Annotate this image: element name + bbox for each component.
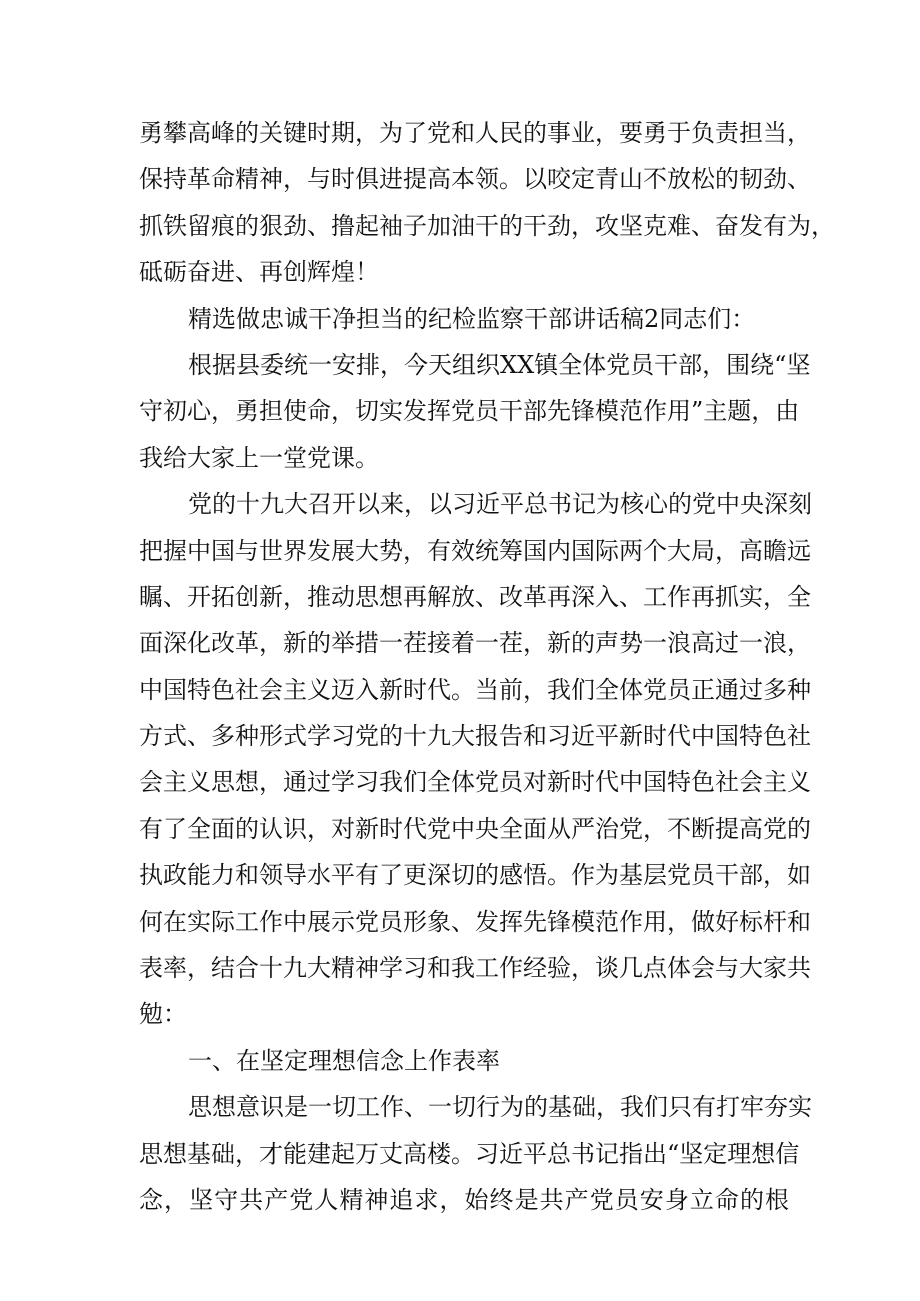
text-line: 中国特色社会主义迈入新时代。当前，我们全体党员正通过多种: [139, 675, 811, 704]
text-line: 会主义思想，通过学习我们全体党员对新时代中国特色社会主义: [139, 768, 811, 797]
text-line: 勉：: [139, 1000, 187, 1029]
text-line: 守初心，勇担使命，切实发挥党员干部先锋模范作用”主题，由: [139, 397, 800, 426]
text-line: 表率，结合十九大精神学习和我工作经验，谈几点体会与大家共: [139, 954, 811, 983]
text-line: 面深化改革，新的举措一茬接着一茬，新的声势一浪高过一浪，: [139, 629, 811, 658]
text-line: 砥砺奋进、再创辉煌！: [139, 258, 379, 287]
text-line: 党的十九大召开以来，以习近平总书记为核心的党中央深刻: [188, 490, 812, 519]
text-line: 有了全面的认识，对新时代党中央全面从严治党，不断提高党的: [139, 814, 811, 843]
text-line: 方式、多种形式学习党的十九大报告和习近平新时代中国特色社: [139, 722, 811, 751]
document-body: [139, 110, 835, 1223]
text-line: 瞩、开拓创新，推动思想再解放、改革再深入、工作再抓实，全: [139, 582, 811, 611]
section-title: 精选做忠诚干净担当的纪检监察干部讲话稿2同志们：: [188, 304, 756, 333]
text-line: 我给大家上一堂党课。: [139, 443, 379, 472]
text-line: 念，坚守共产党人精神追求，始终是共产党员安身立命的根: [139, 1185, 789, 1214]
text-line: 执政能力和领导水平有了更深切的感悟。作为基层党员干部，如: [139, 861, 811, 890]
text-line: 抓铁留痕的狠劲、撸起袖子加油干的干劲，攻坚克难、奋发有为，: [139, 211, 835, 240]
section-heading: 一、在坚定理想信念上作表率: [188, 1046, 500, 1075]
text-line: 勇攀高峰的关键时期，为了党和人民的事业，要勇于负责担当，: [139, 119, 811, 147]
text-line: 思想基础，才能建起万丈高楼。习近平总书记指出“坚定理想信: [139, 1139, 800, 1168]
text-line: 保持革命精神，与时俱进提高本领。以咬定青山不放松的韧劲、: [139, 165, 811, 194]
text-line: 思想意识是一切工作、一切行为的基础，我们只有打牢夯实: [188, 1093, 812, 1122]
text-line: 根据县委统一安排，今天组织XX镇全体党员干部，围绕“坚: [188, 350, 811, 379]
text-line: 何在实际工作中展示党员形象、发挥先锋模范作用，做好标杆和: [139, 907, 811, 936]
text-line: 把握中国与世界发展大势，有效统筹国内国际两个大局，高瞻远: [139, 536, 811, 565]
